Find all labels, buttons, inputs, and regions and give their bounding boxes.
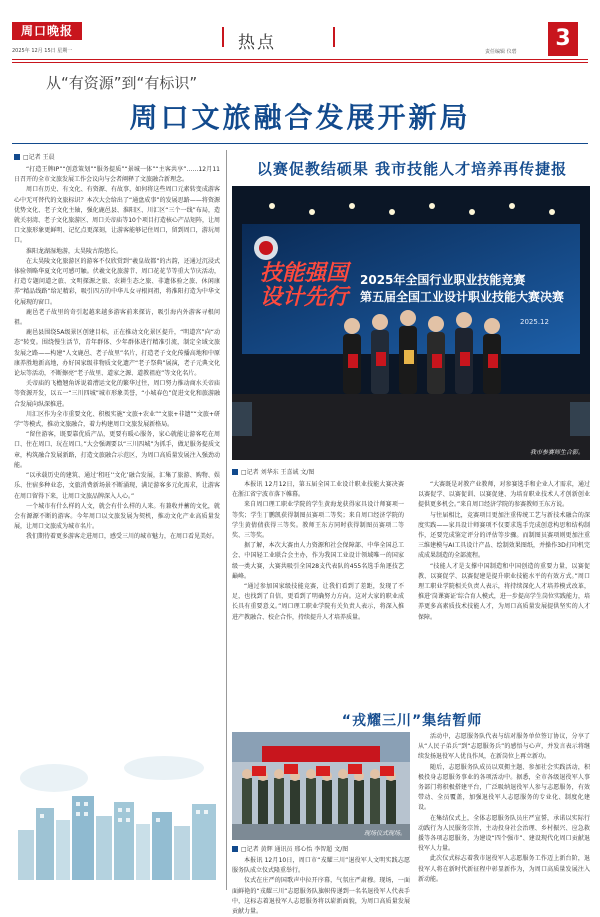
article-column [232,856,410,916]
page-number: 3 [548,22,578,56]
banner-title: 2025年全国行业职业技能竞赛 第五届全国工业设计职业技能大赛决赛 [360,273,565,304]
paragraph: 活动中，志愿服务队代表与结对服务单位签订协议，分享了从“人民子弟兵”到“志愿服务兵”的感悟与心声，并发言表示将继续发扬退役军人优良作风，在新岗位上再立新功。 [418,733,590,761]
award-ceremony-photo [232,186,590,460]
byline-marker-icon [232,469,238,475]
paragraph: 川汇区作为全市重要文化、积极实施“文旅+农业”“文旅+非遗”“文旅+研学”等模式，推动文旅融合，着力构建周口文旅发展新格局。 [14,410,220,429]
photo-caption: 我市参赛师生合影。 [529,449,584,456]
paragraph: 在太昊陵文化旅游区的游客不仅欣赏到“羲皇故都”的古韵，还通过沉浸式体验领略华夏文化可感可触。伏羲文化旅游节、周口花花节等重大节庆活动，打造专题问道之旅、文明探源之旅、农耕生态之旅、非遗体验之旅、休闲康养“精品线路”给足精彩，吸引四方的中华儿女寻根问祖，将淮阳打造为中华文化展现的窗口。 [14,257,220,306]
banner-slogan: 技能强国 设计先行 [260,261,349,310]
paragraph: 鹿邑老子故里的奇引起越来越多游客前来探访，吸引海内外游客寻根问祖。 [14,308,220,327]
article-column [418,480,590,705]
paragraph: 与往届相比，竞赛项目更加注重传统工艺与新技术融合的深度实践——家具设计师赛项不仅要求选手完成创意构思和结构制作，还要完成鉴定评分的评估等步骤。而制图员赛项则更加注重三维建模与AI工具设计产品、绘制效果图纸，并操作3D打印机完成成果制造的全部流程。 [418,511,590,560]
paragraph: 随后，志愿服务队成员以双拥主题、参加社会实践活动，积极投身志愿服务事业的各项活动中。据悉，全市各级退役军人事务部门将积极搭建平台，广泛吸纳退役军人参与志愿服务，有效带动、全员覆盖，加强退役军人志愿服务的专业化、制度化建设。 [418,763,590,812]
article-headline: “戎耀三川”集结暂师 [341,713,483,729]
masthead [0,0,600,64]
participants-group [232,186,590,460]
veterans-scene [232,732,410,840]
page-headline: 周口文旅融合发展开新局 [129,101,471,134]
paragraph: 此次仪式标志着我市退役军人志愿服务工作迈上新台阶，退役军人将在新时代新征程中彰显新作为，为周口高质量发展注入新动能。 [418,855,590,883]
column-divider [226,150,227,890]
paragraph: 鹿邑县围绕5A级景区创建目标，正在推动文化景区提升，“明道宫”向“动态”转变。围绕慢生活节，青年群体、少年群体进行精准引流，制定全域文旅发展之路——构建“人文鹿邑、老子故里”名片，打造老子文化传播高地和中原康养胜地新高地，办好国家级非物质文化遗产“老子祭典”展演，老子元典文化论坛等活动，不断擦亮“老子故里、道家之源、道教祖庭”等文化名片。 [14,329,220,378]
editor-credit: 责任编辑 仪碧 [485,49,517,55]
paragraph: “技能人才是支撑中国制造和中国创造的重要力量，以赛促教、以赛促学、以赛促建是提升职业技能水平的有效方式。”周口理工职业学院相关负责人表示，将持续深化人才培养模式改革，推进‘岗课赛证’综合育人模式，进一步提高学生岗位实践能力，培养更多高素质技术技能人才，为周口高质量发展提供坚实的人才保障。 [418,562,590,621]
paragraph: 关帝庙的飞檐翘角诉说着漕运文化的繁华过往，周口努力推动商水关帝庙等资源开发，以五一“三川四城”城市形象美誉，“小城春色”促进文化和旅游融合发展向纵深推进。 [14,380,220,408]
divider [333,27,335,47]
newspaper-logo: 周口晚报 [12,22,82,40]
paragraph: “留住游客，既要靠优质产品，更要有暖心服务，家心就能让游客吃在周口、住在周口、玩在周口。”大会强调要以“三川四城”为抓手，做足服务提质文章，构筑融合发展新路，打造文旅融合示范区，为周口高质量发展注入强劲动能。 [14,431,220,469]
paragraph: “通过参加国家级技能竞赛，让我们看到了差距，发现了不足，也找到了自信，更看到了明确努力方向。这对大家的职业成长具有重要意义。”周口理工职业学院有关负责人表示，将深入推进产教融合、校企合作，持续提升人才培养质量。 [232,583,404,621]
header-rule-thin [12,62,588,63]
divider [222,27,224,47]
paragraph: 据了解，本次大赛由人力资源和社会保障部、中华全国总工会、中国轻工业联合会主办，作为我国工业设计领域唯一的国家级一类大赛，大赛共吸引全国28支代表队的455名选手角逐技艺巅峰。 [232,542,404,580]
paragraph: 本报讯 12月12日，第五届全国工业设计职业技能大赛决赛在浙江省宁波市落下帷幕。 [232,481,404,499]
veterans-ceremony-photo [232,732,410,840]
issue-date: 2025年 12月 15日 星期一 [12,48,73,54]
paragraph: 一个城市有什么样的人文，就会有什么样的人来。有兼收并蓄的文化，就会有源源不断的游客。今年周口以文旅发展为契机，推动文化产业高质量发展，让周口文旅成为城市名片。 [14,502,220,531]
skyline-graphic [14,738,220,883]
article-headline: 以赛促教结硕果 我市技能人才培养再传捷报 [256,160,568,178]
paragraph: 周口有历史、有文化、有资源、有故事，如何将这些周口元素转变成游客心中无可替代的文旅标识？本次大会给出了“通盘成事”的发展思路——将资源优势文化、老子文化主轴，强化鹿邑县、淮阳区、川汇区“三个一线”布局，造就关羽湾、老子文化旅游区、周口关帝庙等10个项目打造核心产品矩阵，让周口文旅形象更鲜明、记忆点更深刻，让游客能够记住周口，留到周口，游玩周口。 [14,186,220,245]
byline: □记者 王晨 [14,152,220,161]
banner-date: 2025.12 [520,318,549,326]
paragraph: “大赛既是对教产业教师，对参赛选手和企业人才需求，通过以赛促学、以赛促训、以赛促建、为培育职业技术人才创新创业提供更多机会。”来自周口经济学院的参赛教师王东方说。 [418,481,590,509]
paragraph: 本报讯 12月10日，周口市“戎耀三川”退役军人文明实践志愿服务队成立仪式隆重举行。 [232,857,410,875]
kicker: 从“有资源”到“有标识” [46,74,198,92]
paragraph: “以承载历史的建筑、通过‘租旺’‘文化’融合发展，汇集了旅游、购物、娱乐、住宿多种业态，文旅消费新场景不断涌现，满足游客多元化需求，让游客在周口留得下来，让周口文旅品牌深入人心。” [14,472,220,500]
byline-marker-icon [14,154,20,160]
byline: □记者 黄辉 通讯员 邢心怡 李智超 文/图 [232,844,348,853]
city-skyline-illustration [14,738,220,883]
photo-caption: 现场仪式现场。 [363,830,406,837]
paragraph: 仪式在庄严的国歌声中拉开序幕，气氛庄严肃穆。现场，一面面鲜艳的“戎耀三川”志愿服务队旗帜传递到一名名退役军人代表手中，这标志着退役军人志愿服务将以崭新面貌，为周口高质量发展贡献力量。 [232,877,410,916]
headline-rule [12,143,588,144]
paragraph: 来自周口理工职业学院的学生黄海龙获得家具设计师赛项一等奖；学生丁鹏凯获得制图员赛项二等奖；来自周口经济学院的学生黄倩倩获得三等奖。教师王东方同时获得制图员赛项二等奖、三等奖。 [232,501,404,540]
byline-marker-icon [232,846,238,852]
paragraph: 我们期待着更多游客走进周口，感受三川的城市魅力，在周口看见美好。 [26,533,219,541]
article-column [232,480,404,705]
paragraph: 在集结仪式上，全体志愿服务队员庄严宣誓，承诺以实际行动践行为人民服务宗旨，主动投身社会治理、乡村振兴、应急救援等各项志愿服务，为建设“四个强市”、建设现代化周口贡献退役军人力量。 [418,814,590,853]
header-rule [12,59,588,60]
byline: □记者 刘华东 王喜诚 文/图 [232,467,314,476]
article-column [418,732,590,888]
paragraph: “打造王牌IP”“创意策划”“服务提质”“景城一体”“主客共享”……12月11日召开的全市文旅发展工作会议向与会者阐释了文旅融合新理念。 [14,166,220,184]
paragraph: 淮阳龙湖湿地游，太昊陵古韵悠长。 [26,247,123,255]
section-title: 热点 [238,33,276,53]
